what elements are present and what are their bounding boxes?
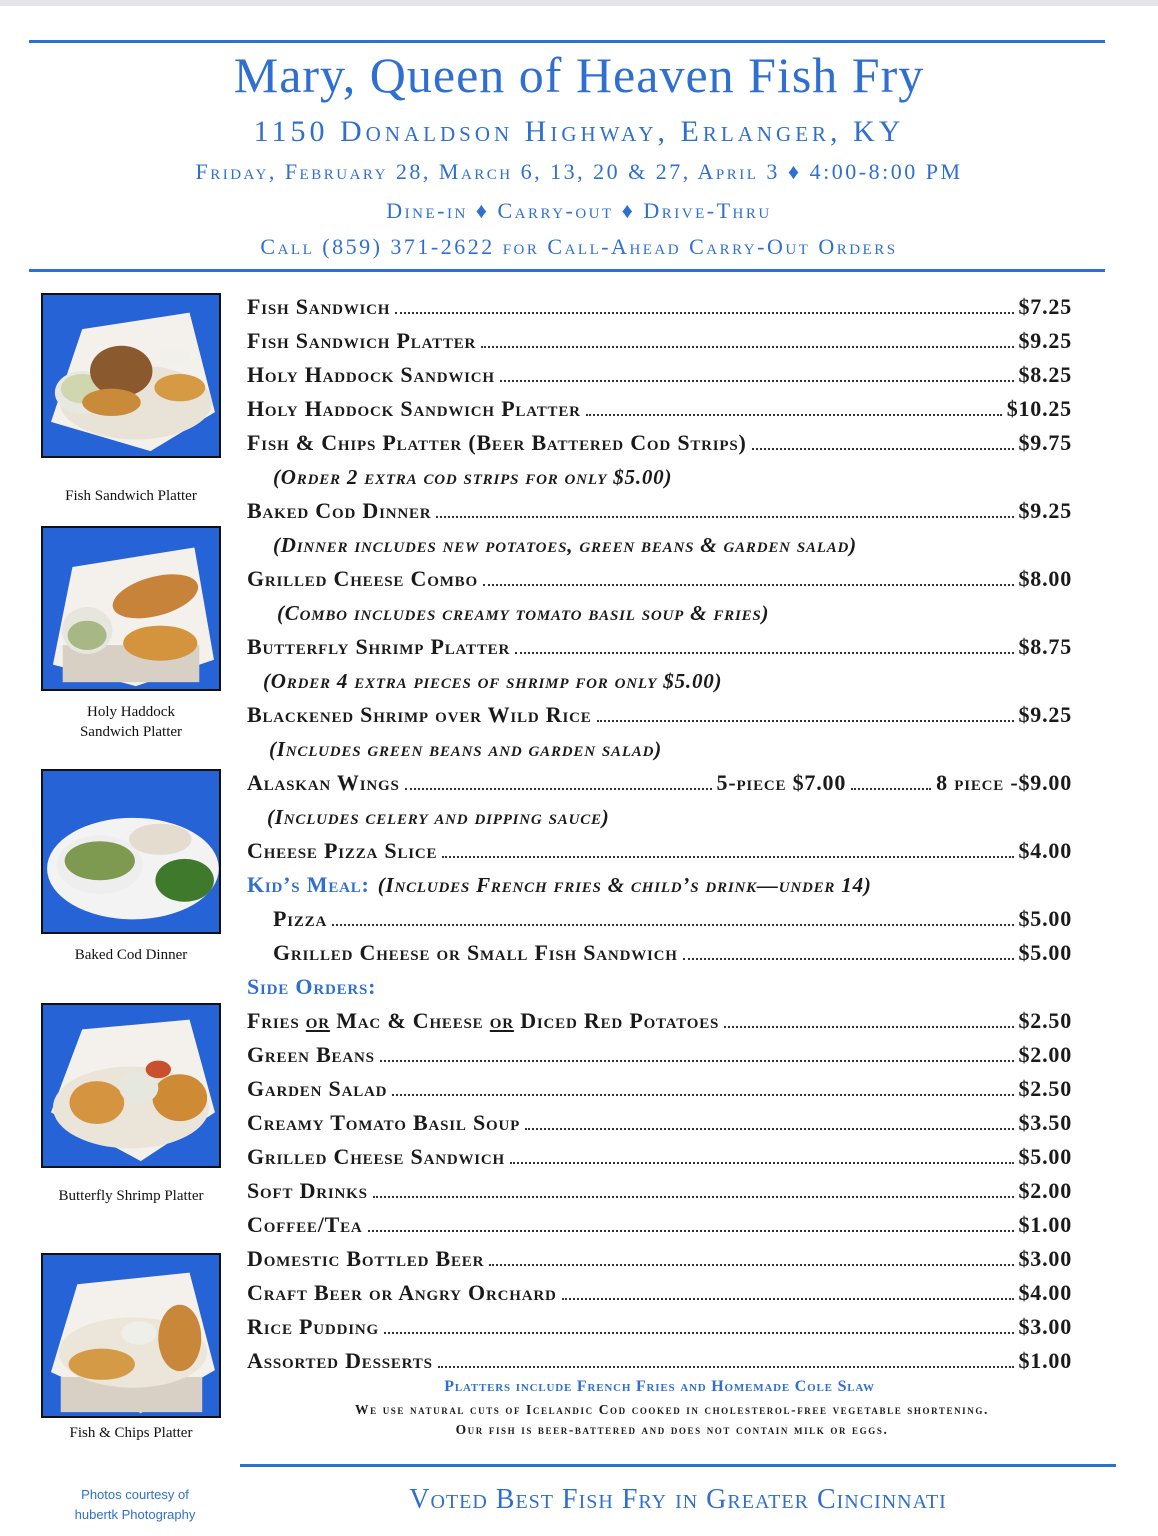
menu-item bbox=[247, 834, 1072, 868]
item-name: Craft Beer or Angry Orchard bbox=[247, 1280, 557, 1305]
item-name: Butterfly Shrimp Platter bbox=[247, 634, 511, 659]
item-option: 5-piece $7.00 bbox=[716, 770, 847, 795]
dot-leader bbox=[562, 1298, 1014, 1300]
event-dates: Friday, February 28, March 6, 13, 20 & 27, April 3 ♦ 4:00-8:00 PM bbox=[195, 159, 963, 184]
dot-leader bbox=[368, 1230, 1014, 1232]
fish-sandwich-platter-photo bbox=[41, 293, 221, 458]
item-name: Holy Haddock Sandwich bbox=[247, 362, 495, 387]
side-item bbox=[247, 1038, 1072, 1072]
item-name: Fish & Chips Platter (Beer Battered Cod Strips) bbox=[247, 430, 747, 455]
item-price: $9.25 bbox=[1018, 498, 1072, 523]
holy-haddock-caption-line2: Sandwich Platter bbox=[79, 724, 183, 740]
menu-item bbox=[247, 358, 1072, 392]
item-name: Fish Sandwich Platter bbox=[247, 328, 477, 353]
side-item bbox=[247, 1208, 1072, 1242]
item-price: $4.00 bbox=[1018, 838, 1072, 863]
menu-item bbox=[247, 902, 1072, 936]
voted-best-banner: Voted Best Fish Fry in Greater Cincinnati bbox=[409, 1484, 947, 1515]
fish-sandwich-platter-caption: Fish Sandwich Platter bbox=[65, 488, 197, 504]
side-item bbox=[247, 1072, 1072, 1106]
dot-leader bbox=[481, 346, 1013, 348]
item-name: Grilled Cheese or Small Fish Sandwich bbox=[273, 940, 678, 965]
item-price: $9.75 bbox=[1018, 430, 1072, 455]
item-note: (Combo includes creamy tomato basil soup & fries) bbox=[277, 601, 770, 625]
top-rule bbox=[29, 40, 1105, 43]
dot-leader bbox=[438, 1366, 1014, 1368]
item-name: Mac & Cheese bbox=[336, 1008, 484, 1033]
fish-chips-caption: Fish & Chips Platter bbox=[69, 1425, 193, 1441]
photo-credit-line2: hubertk Photography bbox=[74, 1507, 196, 1522]
menu-item bbox=[247, 290, 1072, 324]
menu-item-alaskan-wings bbox=[247, 766, 1072, 800]
cod-note: We use natural cuts of Icelandic Cod cooked in cholesterol-free vegetable shortening. bbox=[355, 1402, 989, 1417]
menu-item bbox=[247, 630, 1072, 664]
item-price: $5.00 bbox=[1018, 906, 1072, 931]
photo-credit-line1: Photos courtesy of bbox=[81, 1487, 189, 1502]
side-item bbox=[247, 1344, 1072, 1378]
item-note: (Order 4 extra pieces of shrimp for only $5.00) bbox=[263, 669, 723, 693]
menu-item bbox=[247, 698, 1072, 732]
item-name: Assorted Desserts bbox=[247, 1348, 433, 1373]
item-name: Creamy Tomato Basil Soup bbox=[247, 1110, 521, 1135]
item-name: Garden Salad bbox=[247, 1076, 388, 1101]
item-price: $2.00 bbox=[1018, 1178, 1072, 1203]
menu-item bbox=[247, 392, 1072, 426]
header-rule bbox=[29, 269, 1105, 272]
side-orders-heading: Side Orders: bbox=[247, 974, 377, 999]
butterfly-shrimp-platter-photo bbox=[41, 1003, 221, 1168]
baked-cod-dinner-caption: Baked Cod Dinner bbox=[74, 947, 188, 963]
dot-leader bbox=[332, 924, 1013, 926]
item-name: Pizza bbox=[273, 906, 328, 931]
item-price: $9.25 bbox=[1018, 328, 1072, 353]
dot-leader bbox=[500, 380, 1014, 382]
dot-leader bbox=[597, 720, 1014, 722]
item-price: $5.00 bbox=[1018, 940, 1072, 965]
item-or: or bbox=[305, 1008, 330, 1033]
menu-item bbox=[247, 494, 1072, 528]
dot-leader bbox=[483, 584, 1014, 586]
dot-leader bbox=[586, 414, 1002, 416]
dot-leader bbox=[436, 516, 1013, 518]
side-item bbox=[247, 1174, 1072, 1208]
dot-leader bbox=[752, 448, 1014, 450]
top-edge-bar bbox=[0, 0, 1158, 6]
item-price: $2.50 bbox=[1018, 1008, 1072, 1033]
photo-credit bbox=[40, 1485, 230, 1525]
item-name: Grilled Cheese Combo bbox=[247, 566, 478, 591]
kids-meal-label: Kid’s Meal: bbox=[247, 872, 370, 897]
item-name: Grilled Cheese Sandwich bbox=[247, 1144, 506, 1169]
item-name: Coffee/Tea bbox=[247, 1212, 363, 1237]
platters-note: Platters include French Fries and Homemade Cole Slaw bbox=[444, 1378, 875, 1395]
dot-leader bbox=[392, 1094, 1013, 1096]
item-note: (Includes celery and dipping sauce) bbox=[267, 805, 610, 829]
item-note: (Dinner includes new potatoes, green beans & garden salad) bbox=[273, 533, 857, 557]
item-price: $1.00 bbox=[1018, 1212, 1072, 1237]
item-note: (Includes green beans and garden salad) bbox=[269, 737, 663, 761]
item-price: $3.50 bbox=[1018, 1110, 1072, 1135]
dot-leader bbox=[395, 312, 1013, 314]
item-price: $3.00 bbox=[1018, 1314, 1072, 1339]
item-name: Rice Pudding bbox=[247, 1314, 379, 1339]
dot-leader bbox=[489, 1264, 1013, 1266]
side-item bbox=[247, 1106, 1072, 1140]
dot-leader bbox=[851, 788, 931, 790]
side-item-fries bbox=[247, 1004, 1072, 1038]
item-name: Alaskan Wings bbox=[247, 770, 400, 795]
item-name: Fries bbox=[247, 1008, 300, 1033]
item-name: Fish Sandwich bbox=[247, 294, 391, 319]
holy-haddock-platter-photo bbox=[41, 526, 221, 691]
item-or: or bbox=[489, 1008, 514, 1033]
beer-note: Our fish is beer-battered and does not contain milk or eggs. bbox=[455, 1422, 889, 1437]
side-item bbox=[247, 1310, 1072, 1344]
menu-list bbox=[247, 290, 1072, 1378]
item-name: Green Beans bbox=[247, 1042, 375, 1067]
item-name: Domestic Bottled Beer bbox=[247, 1246, 485, 1271]
item-name: Blackened Shrimp over Wild Rice bbox=[247, 702, 592, 727]
dot-leader bbox=[683, 958, 1014, 960]
address: 1150 Donaldson Highway, Erlanger, KY bbox=[253, 115, 905, 148]
item-price: $3.00 bbox=[1018, 1246, 1072, 1271]
menu-item bbox=[247, 426, 1072, 460]
dot-leader bbox=[442, 856, 1013, 858]
item-name: Diced Red Potatoes bbox=[520, 1008, 720, 1033]
item-price: $5.00 bbox=[1018, 1144, 1072, 1169]
butterfly-shrimp-caption: Butterfly Shrimp Platter bbox=[58, 1188, 204, 1204]
dot-leader bbox=[515, 652, 1013, 654]
dot-leader bbox=[724, 1026, 1013, 1028]
item-price: $1.00 bbox=[1018, 1348, 1072, 1373]
item-price: $2.50 bbox=[1018, 1076, 1072, 1101]
holy-haddock-caption-line1: Holy Haddock bbox=[87, 704, 175, 720]
item-price: $4.00 bbox=[1018, 1280, 1072, 1305]
menu-item bbox=[247, 562, 1072, 596]
item-name: Cheese Pizza Slice bbox=[247, 838, 438, 863]
baked-cod-dinner-photo bbox=[41, 769, 221, 934]
dot-leader bbox=[373, 1196, 1014, 1198]
item-price: $8.00 bbox=[1018, 566, 1072, 591]
item-note: (Order 2 extra cod strips for only $5.00) bbox=[273, 465, 673, 489]
side-item bbox=[247, 1276, 1072, 1310]
side-item bbox=[247, 1140, 1072, 1174]
item-option: 8 piece -$9.00 bbox=[936, 770, 1072, 795]
item-price: $2.00 bbox=[1018, 1042, 1072, 1067]
item-price: $10.25 bbox=[1006, 396, 1072, 421]
dot-leader bbox=[384, 1332, 1014, 1334]
fish-chips-platter-photo bbox=[41, 1253, 221, 1418]
item-name: Holy Haddock Sandwich Platter bbox=[247, 396, 581, 421]
side-item bbox=[247, 1242, 1072, 1276]
service-options: Dine-in ♦ Carry-out ♦ Drive-Thru bbox=[386, 198, 772, 223]
dot-leader bbox=[380, 1060, 1014, 1062]
kids-meal-heading bbox=[247, 868, 1072, 902]
kids-meal-note: (Includes French fries & child’s drink—under 14) bbox=[377, 872, 872, 897]
page-title: Mary, Queen of Heaven Fish Fry bbox=[233, 47, 925, 103]
dot-leader bbox=[525, 1128, 1013, 1130]
item-name: Soft Drinks bbox=[247, 1178, 368, 1203]
item-name: Baked Cod Dinner bbox=[247, 498, 432, 523]
call-ahead-line: Call (859) 371-2622 for Call-Ahead Carry-Out Orders bbox=[260, 234, 898, 259]
menu-item bbox=[247, 936, 1072, 970]
menu-item bbox=[247, 324, 1072, 358]
dot-leader bbox=[405, 788, 712, 790]
footer-rule bbox=[240, 1464, 1116, 1467]
dot-leader bbox=[510, 1162, 1013, 1164]
item-price: $9.25 bbox=[1018, 702, 1072, 727]
item-price: $8.75 bbox=[1018, 634, 1072, 659]
item-price: $7.25 bbox=[1018, 294, 1072, 319]
item-price: $8.25 bbox=[1018, 362, 1072, 387]
